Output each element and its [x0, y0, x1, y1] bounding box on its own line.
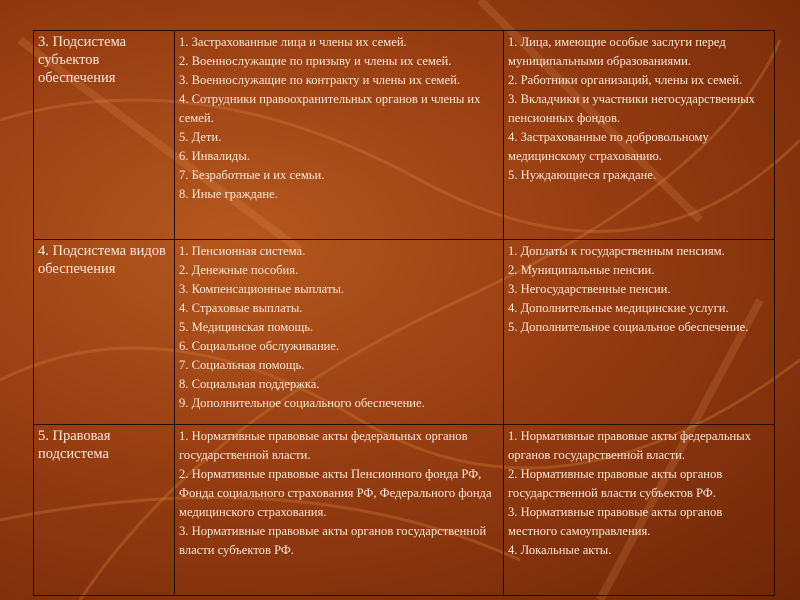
social-security-table — [33, 30, 775, 596]
row-title-cell: 4. Подсистема видов обеспечения — [34, 240, 175, 425]
additional-level-cell: 1. Нормативные правовые акты федеральных органов государственной власти. 2. Нормативные правовые акты органов государственной власти субъектов РФ. 3. Нормативные правовые акты органов местного самоуправления. 4. Локальные акты. — [504, 425, 775, 596]
federal-level-cell: 1. Пенсионная система. 2. Денежные пособия. 3. Компенсационные выплаты. 4. Страховые выплаты. 5. Медицинская помощь. 6. Социальное обслуживание. 7. Социальная помощь. 8. Социальная поддержка. 9. Дополнительное социального обеспечение. — [175, 240, 504, 425]
table-row — [34, 425, 775, 596]
row-title-cell: 5. Правовая подсистема — [34, 425, 175, 596]
additional-level-cell: 1. Доплаты к государственным пенсиям. 2. Муниципальные пенсии. 3. Негосударственные пенсии. 4. Дополнительные медицинские услуги. 5. Дополнительное социальное обеспечение. — [504, 240, 775, 425]
federal-level-cell: 1. Застрахованные лица и члены их семей. 2. Военнослужащие по призыву и члены их семей. 3. Военнослужащие по контракту и члены их семей. 4. Сотрудники правоохранительных органов и члены их семей. 5. Дети. 6. Инвалиды. 7. Безработные и их семьи. 8. Иные граждане. — [175, 31, 504, 240]
additional-level-cell: 1. Лица, имеющие особые заслуги перед муниципальными образованиями. 2. Работники организаций, члены их семей. 3. Вкладчики и участники негосударственных пенсионных фондов. 4. Застрахованные по добровольному медицинскому страхованию. 5. Нуждающиеся граждане. — [504, 31, 775, 240]
row-title-cell: 3. Подсистема субъектов обеспечения — [34, 31, 175, 240]
table-row — [34, 31, 775, 240]
federal-level-cell: 1. Нормативные правовые акты федеральных органов государственной власти. 2. Нормативные правовые акты Пенсионного фонда РФ, Фонда социального страхования РФ, Федерального фонда медицинского страхования. 3. Нормативные правовые акты органов государственной власти субъектов РФ. — [175, 425, 504, 596]
table-row — [34, 240, 775, 425]
